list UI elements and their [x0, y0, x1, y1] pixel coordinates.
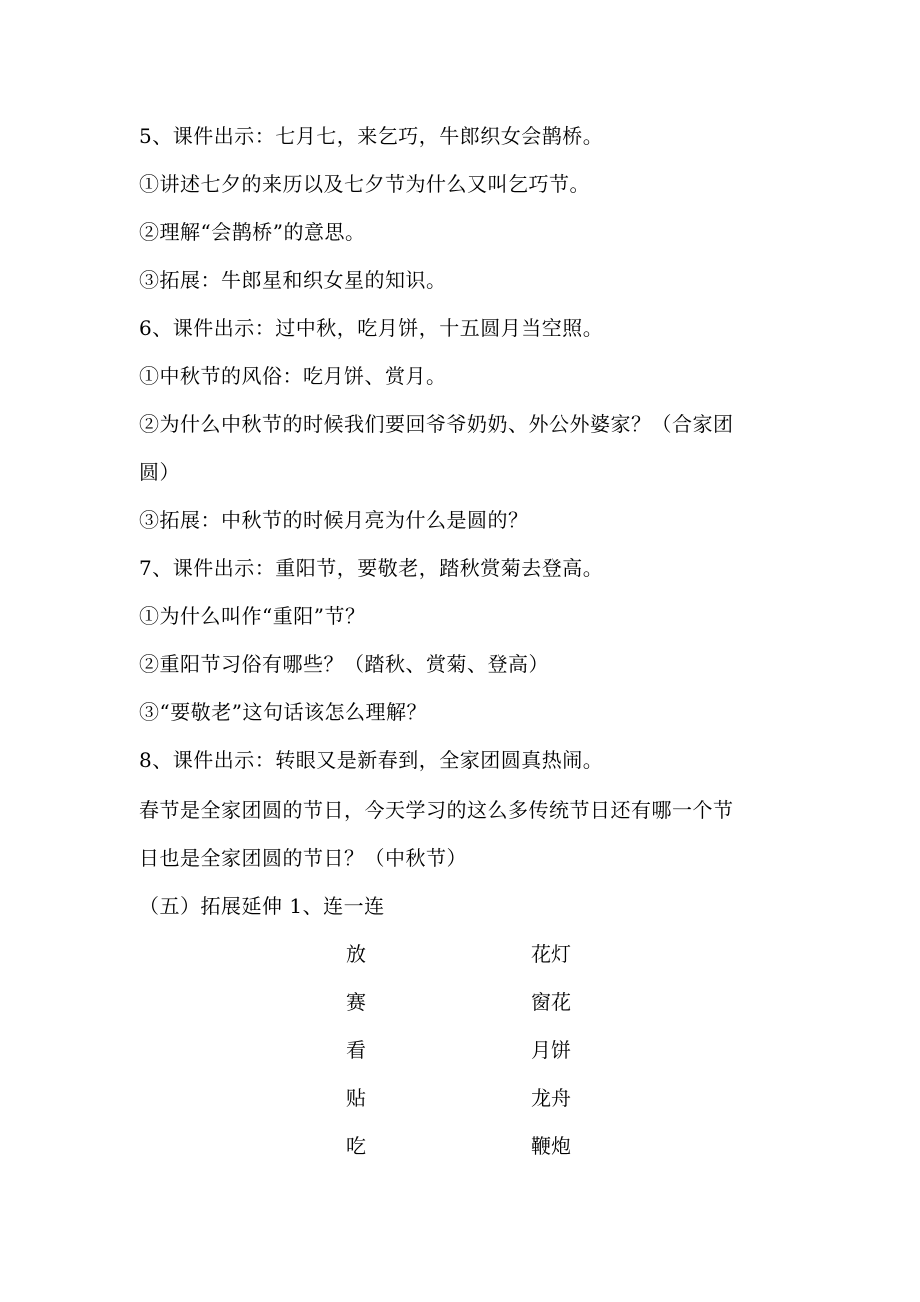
- match-right-item: 鞭炮: [531, 1134, 571, 1158]
- text-line: ①讲述七夕的来历以及七夕节为什么又叫乞巧节。: [139, 172, 590, 196]
- text-line: 7、课件出示：重阳节，要敬老，踏秋赏菊去登高。: [139, 556, 604, 580]
- text-line: 春节是全家团圆的节日，今天学习的这么多传统节日还有哪一个节: [139, 798, 734, 822]
- match-left-item: 赛: [346, 990, 366, 1014]
- match-right-item: 窗花: [531, 990, 571, 1014]
- text-line: ③拓展：中秋节的时候月亮为什么是圆的？: [139, 508, 529, 532]
- text-line: ①中秋节的风俗：吃月饼、赏月。: [139, 364, 447, 388]
- match-left-item: 贴: [346, 1086, 366, 1110]
- text-line: ②为什么中秋节的时候我们要回爷爷奶奶、外公外婆家？（合家团: [139, 412, 734, 436]
- text-line: 圆）: [139, 460, 180, 484]
- text-line: ③拓展：牛郎星和织女星的知识。: [139, 268, 447, 292]
- match-left-item: 放: [346, 942, 366, 966]
- match-right-item: 龙舟: [531, 1086, 571, 1110]
- text-line: ③“要敬老”这句话该怎么理解？: [139, 700, 427, 724]
- text-line: ②重阳节习俗有哪些？（踏秋、赏菊、登高）: [139, 652, 549, 676]
- text-line: 6、课件出示：过中秋，吃月饼，十五圆月当空照。: [139, 316, 604, 340]
- match-left-item: 吃: [346, 1134, 366, 1158]
- match-right-item: 花灯: [531, 942, 571, 966]
- text-line: ②理解“会鹊桥”的意思。: [139, 220, 366, 244]
- match-left-item: 看: [346, 1038, 366, 1062]
- text-line: 日也是全家团圆的节日？（中秋节）: [139, 846, 467, 870]
- match-right-item: 月饼: [531, 1038, 571, 1062]
- section-heading: （五）拓展延伸 1、连一连: [139, 894, 385, 918]
- text-line: 8、课件出示：转眼又是新春到，全家团圆真热闹。: [139, 748, 604, 772]
- text-line: ①为什么叫作“重阳”节？: [139, 604, 366, 628]
- text-line: 5、课件出示：七月七，来乞巧，牛郎织女会鹊桥。: [139, 124, 604, 148]
